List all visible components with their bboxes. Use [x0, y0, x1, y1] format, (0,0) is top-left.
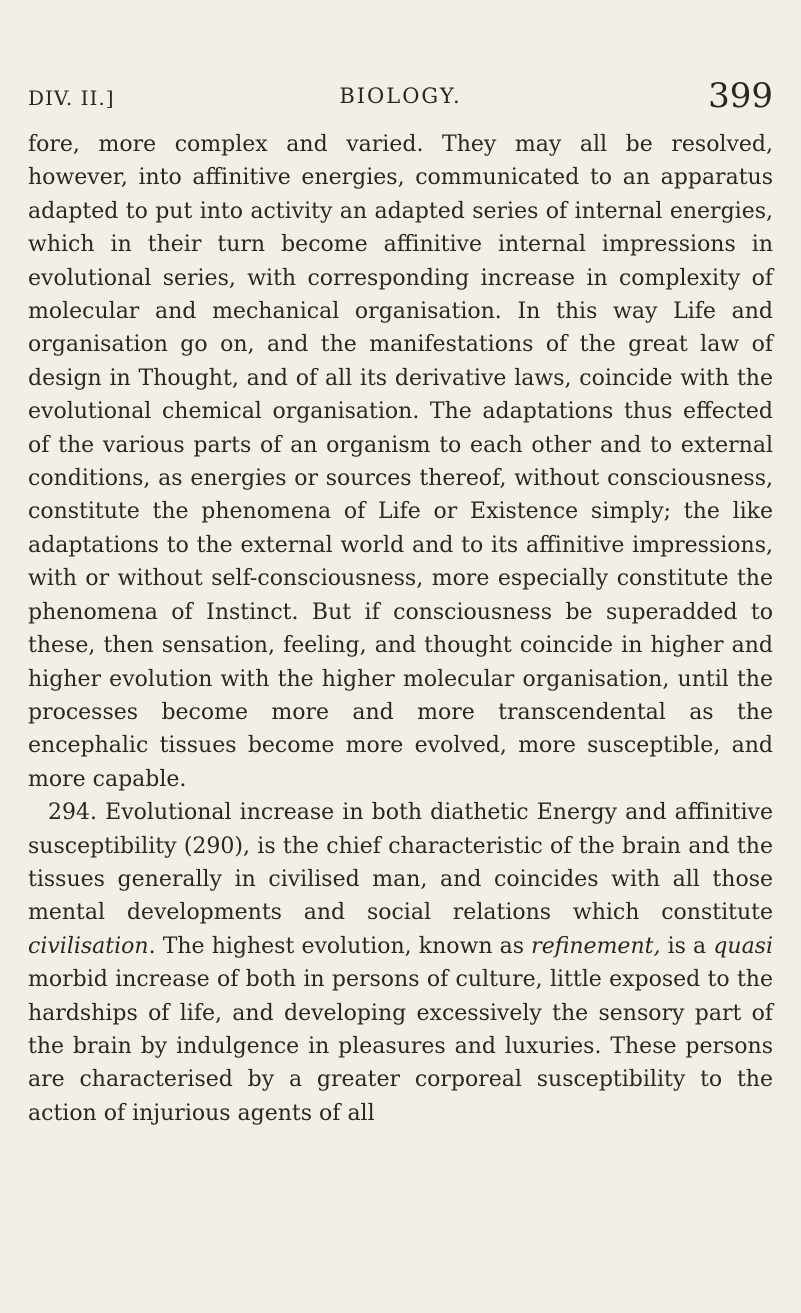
page-number: 399: [708, 76, 773, 116]
text-run: fore, more complex and varied. They may all be resolved, however, into affinitive energies, communicated to an apparatus adapted to put into activity an adapted series of internal energies, which in their turn become affinitive internal impressions in evolutional series, with corresponding increase in complexity of molecular and mechanical organisation. In this way Life and organisation go on, and the manifestations of the great law of design in Thought, and of all its derivative laws, coincide with the evolutional chemical organisation. The adaptations thus effected of the various parts of an organism to each other and to external conditions, as energies or sources thereof, without consciousness, constitute the phenomena of Life or Existence simply; the like adaptations to the external world and to its affinitive impressions, with or without self-consciousness, more especially constitute the phenomena of Instinct. But if consciousness be superadded to these, then sensation, feeling, and thought coincide in higher and higher evolution with the higher molecular organisation, until the processes become more and more transcendental as the encephalic tissues become more evolved, more susceptible, and more capable.: [28, 132, 773, 792]
body-text: [28, 128, 773, 1130]
division-label: DIV. II.]: [28, 86, 115, 110]
paragraph-continuation: [28, 128, 773, 796]
text-run: . The highest evolution, known as: [148, 933, 532, 959]
italic-text: civilisation: [28, 933, 149, 959]
italic-text: quasi: [713, 933, 774, 959]
text-run: morbid increase of both in persons of culture, little exposed to the hardships of life, and developing excessively the sensory part of the brain by indulgence in pleasures and luxuries. These persons are characterised by a greater corporeal susceptibility to the action of injurious agents of all: [28, 967, 773, 1126]
paragraph-294: [28, 796, 773, 1130]
section-title: BIOLOGY.: [339, 84, 462, 108]
running-head: [28, 76, 773, 120]
italic-text: refinement,: [531, 933, 661, 959]
text-run: 294. Evolutional increase in both diathetic Energy and affinitive susceptibility (290), is the chief characteristic of the brain and the tissues generally in civilised man, and coincides with all those mental developments and social relations which constitute: [28, 800, 773, 926]
text-run: is a: [660, 933, 714, 959]
